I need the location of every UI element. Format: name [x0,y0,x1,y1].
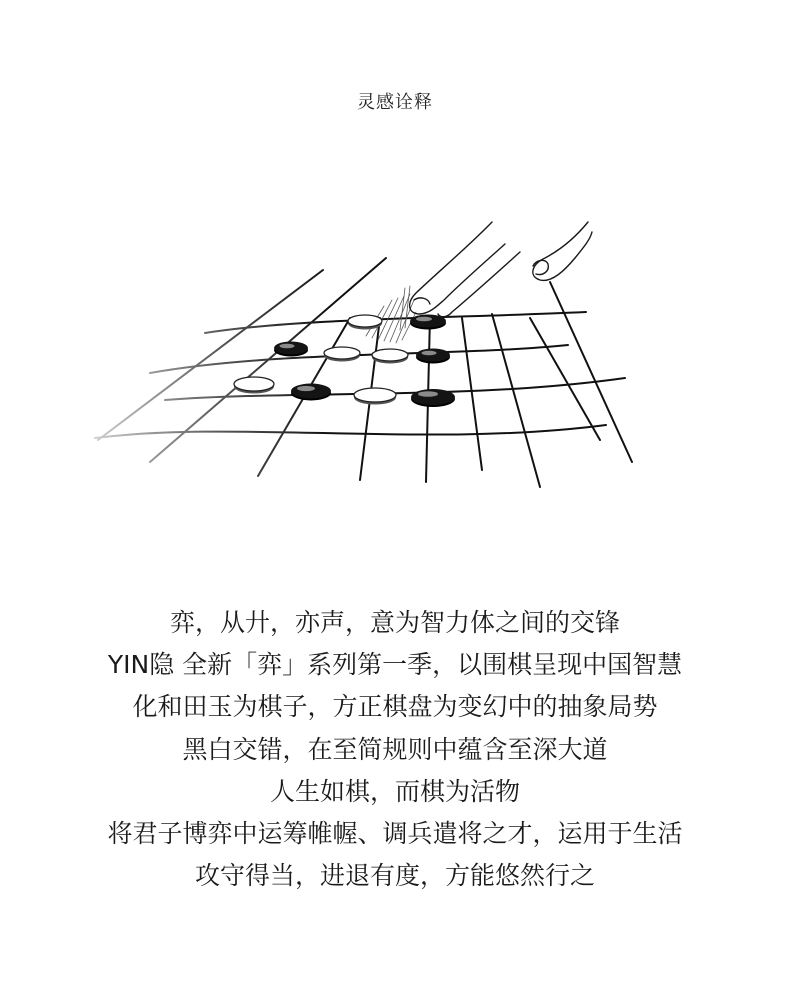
description-line: 弈，从廾，亦声，意为智力体之间的交锋 [169,608,620,637]
white-stone [234,377,274,394]
description-line: YIN隐 全新「弈」系列第一季，以围棋呈现中国智慧 [107,650,683,680]
description-text [0,602,790,897]
go-board-illustration [90,215,650,500]
description-line: 化和田玉为棋子，方正棋盘为变幻中的抽象局势 [132,692,658,722]
grid-line-vertical [530,318,600,440]
black-stone [411,389,455,407]
index-finger [410,222,505,314]
grid-line-vertical [462,318,482,470]
white-stone [348,315,382,330]
grid-line-vertical [492,314,540,487]
middle-fingernail [533,260,548,274]
hand-sketch [410,222,592,317]
white-stone [372,349,408,364]
shadow-hatching [366,286,416,343]
middle-finger [533,222,592,280]
description-line: 人生如棋，而棋为活物 [269,776,520,806]
description-line: 将君子博弈中运筹帷幄、调兵遣将之才，运用于生活 [107,818,683,848]
white-stone [324,347,360,362]
black-stone [416,349,450,364]
black-stone [291,384,331,401]
index-fingernail [414,298,430,304]
section-title: 灵感诠释 [357,92,433,113]
description-line: 黑白交错，在至简规则中蕴含至深大道 [182,734,608,764]
grid-line-vertical [550,282,632,462]
white-stone [354,388,396,405]
board-grid [95,258,632,487]
description-line: 攻守得当，进退有度，方能悠然行之 [194,861,595,891]
black-stone [274,342,308,357]
grid-line-horizontal [95,425,606,438]
